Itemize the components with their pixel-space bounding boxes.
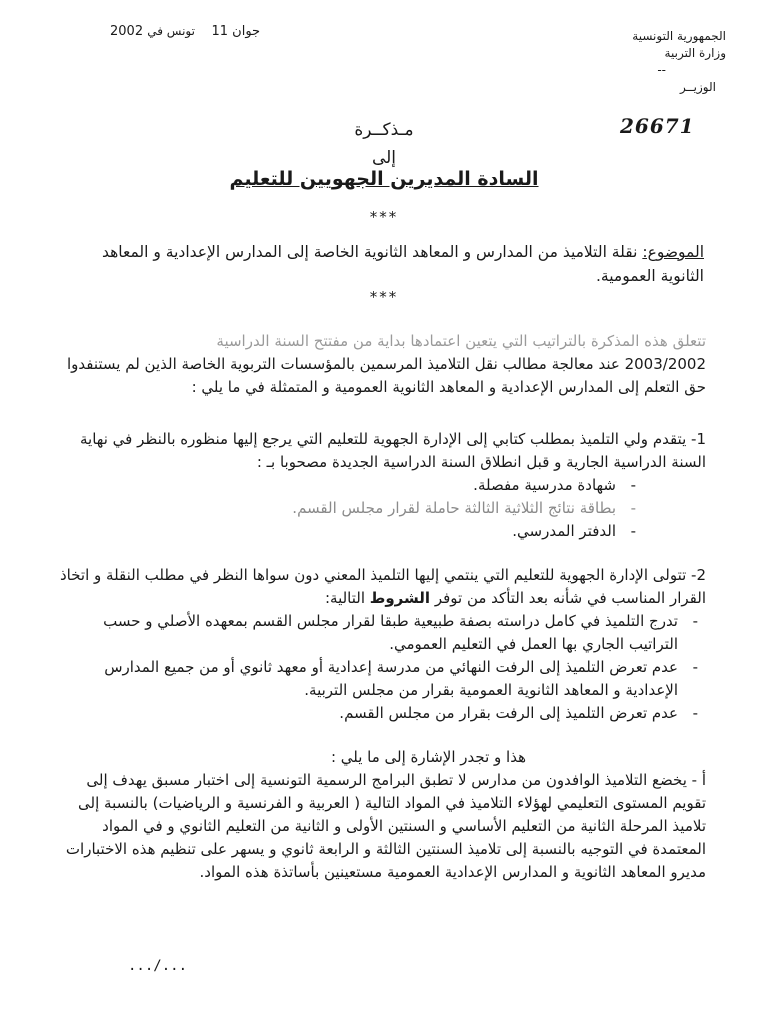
section-3-lead: هذا و تجدر الإشارة إلى ما يلي : [330, 748, 526, 766]
list-item: - شهادة مدرسية مفصلة. [56, 474, 616, 497]
intro-paragraph [56, 330, 706, 399]
ministry-header [526, 28, 726, 96]
memo-recipients: السادة المديرين الجهويين للتعليم [229, 168, 539, 190]
continuation-mark: .../... [128, 958, 188, 974]
section-2-text-after: التالية: [324, 589, 370, 607]
section-3-text: أ - يخضع التلاميذ الوافدون من مدارس لا تطبق البرامج الرسمية التونسية إلى اختبار مسبق يهدف إلى تقويم المستوى التعليمي لهؤلاء التلاميذ في المواد التالية ( العربية و الفرنسية و الرياضيات) بالنسبة إلى تلاميذ المرحلة الثانية من التعليم الأساسي و السنتين الأولى و الثانية من التعليم الثانوي و في المواد المعتمدة في التوجيه بالنسبة إلى تلاميذ السنتين الثالثة و الرابعة ثانوي و يسهر على تنظيم هذه الاختبارات مديرو المعاهد الثانوية و المدارس الإعدادية العمومية مستعينين بأساتذة هذه المواد. [65, 771, 706, 881]
section-2-text-before: 2- تتولى الإدارة الجهوية للتعليم التي ينتمي إليها التلميذ المعني دون سواها النظر في مطلب النقلة و اتخاذ القرار المناسب في شأنه بعد التأكد من توفر [59, 566, 706, 607]
subject-block [64, 240, 704, 288]
ministry-line-minister: الوزيــر [680, 80, 716, 94]
list-item: - الدفتر المدرسي. [56, 520, 616, 543]
memo-to: إلى [371, 148, 397, 168]
date-value: 2002 جوان 11 [110, 24, 261, 39]
section-3 [56, 746, 706, 884]
subject-label: الموضوع: [642, 243, 704, 261]
ministry-line-ministry: وزارة التربية [664, 46, 726, 60]
list-item: - عدم تعرض التلميذ إلى الرفت النهائي من مدرسة إعدادية أو معهد ثانوي أو من جميع المدارس الإعدادية و المعاهد الثانوية العمومية بقرار من مجلس التربية. [56, 656, 678, 702]
dateline [110, 24, 310, 39]
separator-stars: *** [369, 208, 399, 226]
section-2 [56, 564, 706, 725]
list-item: - تدرج التلميذ في كامل دراسته بصفة طبيعية طبقا لقرار مجلس القسم بمعهده الأصلي و حسب التراتيب الجاري بها العمل في التعليم العمومي. [56, 610, 678, 656]
subject-text: نقلة التلاميذ من المدارس و المعاهد الثانوية الخاصة إلى المدارس الإعدادية و المعاهد الثانوية العمومية. [101, 243, 704, 285]
section-1-list [56, 474, 706, 543]
ministry-line-separator: -- [657, 63, 666, 77]
reference-number: 26671 [620, 114, 695, 138]
memo-title: مـذكــرة [354, 120, 414, 140]
date-city: تونس في [147, 24, 195, 38]
section-2-conditions-word: الشروط [369, 589, 431, 607]
intro-faded-line: تتعلق هذه المذكرة بالتراتيب التي يتعين اعتمادها بداية من مفتتح السنة الدراسية [216, 332, 706, 350]
section-1 [56, 428, 706, 543]
section-1-text: 1- يتقدم ولي التلميذ بمطلب كتابي إلى الإدارة الجهوية للتعليم التي يرجع إليها منظوره بالنظر في نهاية السنة الدراسية الجارية و قبل انطلاق السنة الدراسية الجديدة مصحوبا بـ : [80, 430, 706, 471]
list-item: - عدم تعرض التلميذ إلى الرفت بقرار من مجلس القسم. [56, 702, 678, 725]
intro-text: 2003/2002 عند معالجة مطالب نقل التلاميذ المرسمين بالمؤسسات التربوية الخاصة الذين لم يستنفدوا حق التعلم إلى المدارس الإعدادية و المعاهد الثانوية العمومية و المتمثلة في ما يلي : [66, 355, 706, 396]
section-2-text [56, 564, 706, 610]
section-2-list [56, 610, 706, 725]
ministry-line-republic: الجمهورية التونسية [632, 29, 726, 43]
list-item: - بطاقة نتائج الثلاثية الثالثة حاملة لقرار مجلس القسم. [56, 497, 616, 520]
separator-stars-2: *** [369, 288, 399, 306]
